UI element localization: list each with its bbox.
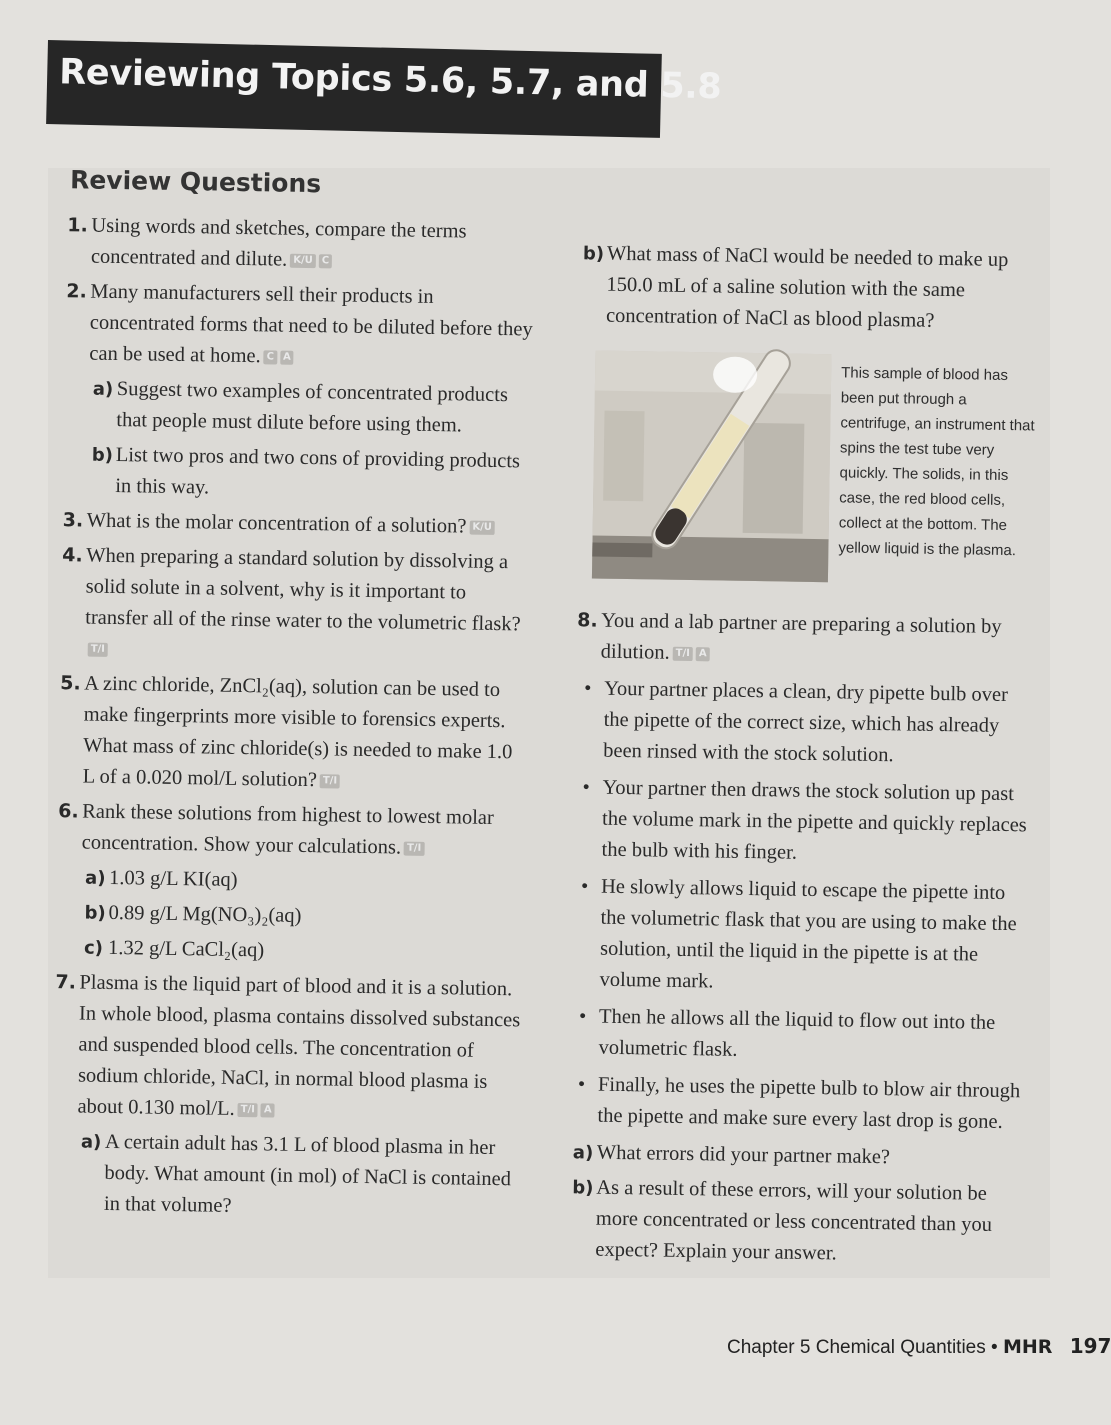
question-text: Rank these solutions from highest to lowest molar concentration. Show your calculations. [81,800,494,859]
page-footer [727,1334,1111,1359]
left-column [52,210,538,1230]
skill-tag: C [264,350,278,364]
skill-tag: A [261,1103,275,1117]
subquestion-8a [573,1137,1029,1175]
skill-tag: A [280,351,294,365]
question-number: 3. [62,509,84,532]
procedure-list [569,673,1036,1138]
question-text: Many manufacturers sell their products in concentrated forms that need to be diluted before they can be used at home. [89,280,533,368]
list-item: • He slowly allows liquid to escape the pipette into the volumetric flask that you are using to make the solution, until the liquid in the pipette is at the volume mark. [571,871,1033,1002]
subquestion-label: c) [83,937,104,959]
question-text: What is the molar concentration of a solution? [86,509,467,538]
question-number: 4. [62,544,83,567]
subquestion-2b [91,440,534,509]
subquestion-8b [571,1172,1028,1272]
list-item: • Your partner places a clean, dry pipette bulb over the pipette of the correct size, which has already been rinsed with the stock solution. [575,673,1036,773]
subquestion-label: a) [80,1131,102,1153]
question-5 [58,668,530,799]
subquestion-text: 1.32 g/L CaCl₂(aq) [107,936,265,962]
skill-tag: T/I [320,774,340,788]
skill-tag: T/I [404,842,424,856]
question-number: 7. [55,971,77,994]
skill-tag: T/I [88,643,108,657]
list-item: • Your partner then draws the stock solution up past the volume mark in the pipette and quickly replaces the bulb with his finger. [573,772,1034,872]
section-title: Review Questions [69,165,322,199]
skill-tag: K/U [290,254,316,268]
subquestion-2a [92,374,535,443]
question-text: You and a lab partner are preparing a solution by dilution. [600,609,1002,664]
subquestion-label: b) [572,1177,594,1199]
question-7 [53,967,525,1129]
subquestion-text: Suggest two examples of concentrated products that people must dilute before using them. [116,378,509,437]
question-text: Using words and sketches, compare the terms concentrated and dilute. [90,214,467,271]
banner-title: Reviewing Topics 5.6, 5.7, and 5.8 [58,52,722,108]
footer-publisher: MHR [1002,1336,1053,1358]
question-1 [67,210,538,279]
page-number: 197 [1069,1334,1111,1358]
subquestion-6c [84,933,526,971]
subquestion-label: a) [572,1142,594,1164]
blood-sample-photo [592,351,832,583]
subquestion-text: As a result of these errors, will your solution be more concentrated or less concentrated than you expect? Explain your answer. [595,1176,993,1265]
centrifuge-tube-image [592,351,832,583]
skill-tag: C [319,254,333,268]
subquestion-label: a) [84,867,106,889]
question-3 [63,505,533,543]
question-2 [65,276,536,376]
subquestion-label: b) [582,243,605,265]
question-number: 1. [67,214,89,237]
question-8 [577,605,1038,674]
subquestion-7b [582,238,1043,338]
subquestion-label: b) [91,444,114,466]
subquestion-text: List two pros and two cons of providing products in this way. [115,443,521,499]
subquestion-label: b) [84,902,106,924]
footer-chapter: Chapter 5 Chemical Quantities [727,1337,986,1358]
question-text: When preparing a standard solution by dissolving a solid solute in a solvent, why is it important to transfer all of the rinse water to the volumetric flask? [85,544,521,636]
subquestion-label: a) [92,378,114,400]
question-text: A zinc chloride, ZnCl₂(aq), solution can be used to make fingerprints more visible to forensics experts. What mass of zinc chloride(s) is needed to make 1.0 L of a 0.020 mol/L solution? [82,672,513,792]
subquestion-text: 0.89 g/L Mg(NO₃)₂(aq) [108,901,302,927]
list-item: • Finally, he uses the pipette bulb to blow air through the pipette and make sure every last drop is gone. [569,1069,1030,1138]
question-number: 5. [60,672,81,695]
question-4 [61,540,533,671]
subquestion-7a [80,1127,523,1227]
subquestion-text: A certain adult has 3.1 L of blood plasma in her body. What amount (in mol) of NaCl is contained in that volume? [103,1130,512,1217]
skill-tag: A [696,647,710,661]
skill-tag: K/U [469,521,495,535]
list-item: • Then he allows all the liquid to flow out into the volumetric flask. [570,1001,1031,1070]
question-6 [57,796,528,865]
question-number: 2. [66,280,87,303]
subquestion-text: What errors did your partner make? [596,1141,891,1169]
subquestion-text: What mass of NaCl would be needed to make up 150.0 mL of a saline solution with the same concentration of NaCl as blood plasma? [605,242,1009,332]
skill-tag: T/I [238,1103,258,1117]
question-number: 6. [58,800,79,823]
subquestion-6b [84,898,526,936]
subquestion-text: 1.03 g/L KI(aq) [108,866,238,891]
question-text: Plasma is the liquid part of blood and it is a solution. In whole blood, plasma contains dissolved substances and suspended blood cells. The concentration of sodium chloride, NaCl, in normal blood plasma is about 0.130 mol/L. [77,971,521,1120]
footer-separator: • [991,1337,998,1358]
subquestion-6a [85,863,527,901]
skill-tag: T/I [673,647,693,661]
photo-caption: This sample of blood has been put through a centrifuge, an instrument that spins the test tube very quickly. The solids, in this case, the red blood cells, collect at the bottom. The yellow liquid is the plasma. [838,364,1035,560]
question-number: 8. [577,609,598,632]
